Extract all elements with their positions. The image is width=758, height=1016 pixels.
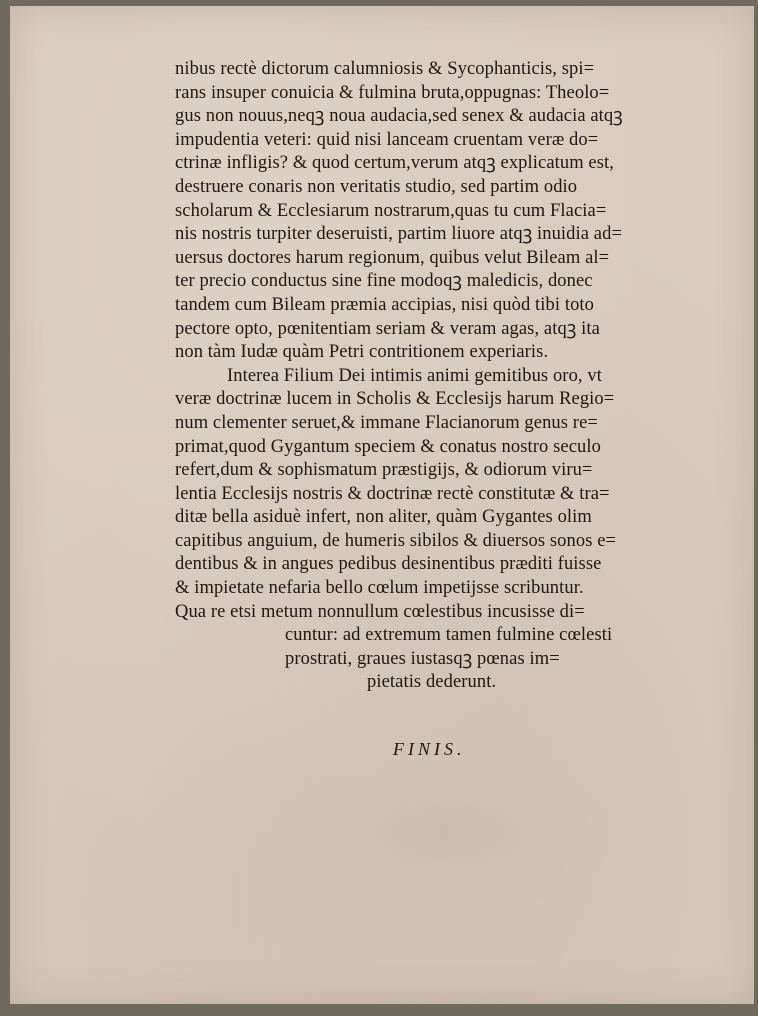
text-line: destruere conaris non veritatis studio, sed partim odio [175,176,578,197]
text-line: pectore opto, pœnitentiam seriam & veram agas, atqꝫ ita [175,318,600,339]
text-line: & impietate nefaria bello cœlum impetijsse scribuntur. [175,578,584,599]
finis-heading: FINIS. [393,739,466,759]
show-through-stain [260,776,620,916]
text-line: lentia Ecclesijs nostris & doctrinæ rectè constitutæ & tra= [175,483,610,504]
text-line: pietatis dederunt. [367,672,497,693]
text-line: num clementer seruet,& immane Flacianorum genus re= [175,412,598,433]
book-page [10,6,754,1004]
text-line: refert,dum & sophismatum præstigijs, & odiorum viru= [175,460,593,481]
text-line: rans insuper conuicia & fulmina bruta,oppugnas: Theolo= [175,82,610,103]
text-line: dentibus & in angues pedibus desinentibus præditi fuisse [175,554,602,575]
paragraph-1 [175,58,695,365]
text-line: Qua re etsi metum nonnullum cœlestibus incusisse di= [175,601,585,622]
text-line: ctrinæ infligis? & quod certum,verum atqꝫ explicatum est, [175,153,615,174]
text-line: Interea Filium Dei intimis animi gemitibus oro, vt [227,365,602,386]
text-line: ter precio conductus sine fine modoqꝫ maledicis, donec [175,271,593,292]
text-line: cuntur: ad extremum tamen fulmine cœlesti [285,625,613,646]
text-line: gus non nouus,neqꝫ noua audacia,sed senex & audacia atqꝫ [175,106,623,127]
text-line: non tàm Iudæ quàm Petri contritionem experiaris. [175,342,549,363]
text-line: nis nostris turpiter deseruisti, partim liuore atqꝫ inuidia ad= [175,224,622,245]
paragraph-2 [175,365,695,695]
body-text [175,58,695,695]
text-line: uersus doctores harum regionum, quibus velut Bileam al= [175,247,610,268]
text-line: primat,quod Gygantum speciem & conatus nostro seculo [175,436,601,457]
text-line: impudentia veteri: quid nisi lanceam cruentam veræ do= [175,129,599,150]
text-line: prostrati, graues iustasqꝫ pœnas im= [285,648,560,669]
text-line: ditæ bella asiduè infert, non aliter, quàm Gygantes olim [175,507,592,528]
text-line: scholarum & Ecclesiarum nostrarum,quas tu cum Flacia= [175,200,607,221]
text-line: tandem cum Bileam præmia accipias, nisi quòd tibi toto [175,294,595,315]
text-line: veræ doctrinæ lucem in Scholis & Ecclesijs harum Regio= [175,389,615,410]
text-line: capitibus anguium, de humeris sibilos & diuersos sonos e= [175,530,617,551]
text-line: nibus rectè dictorum calumniosis & Sycophanticis, spi= [175,59,595,79]
